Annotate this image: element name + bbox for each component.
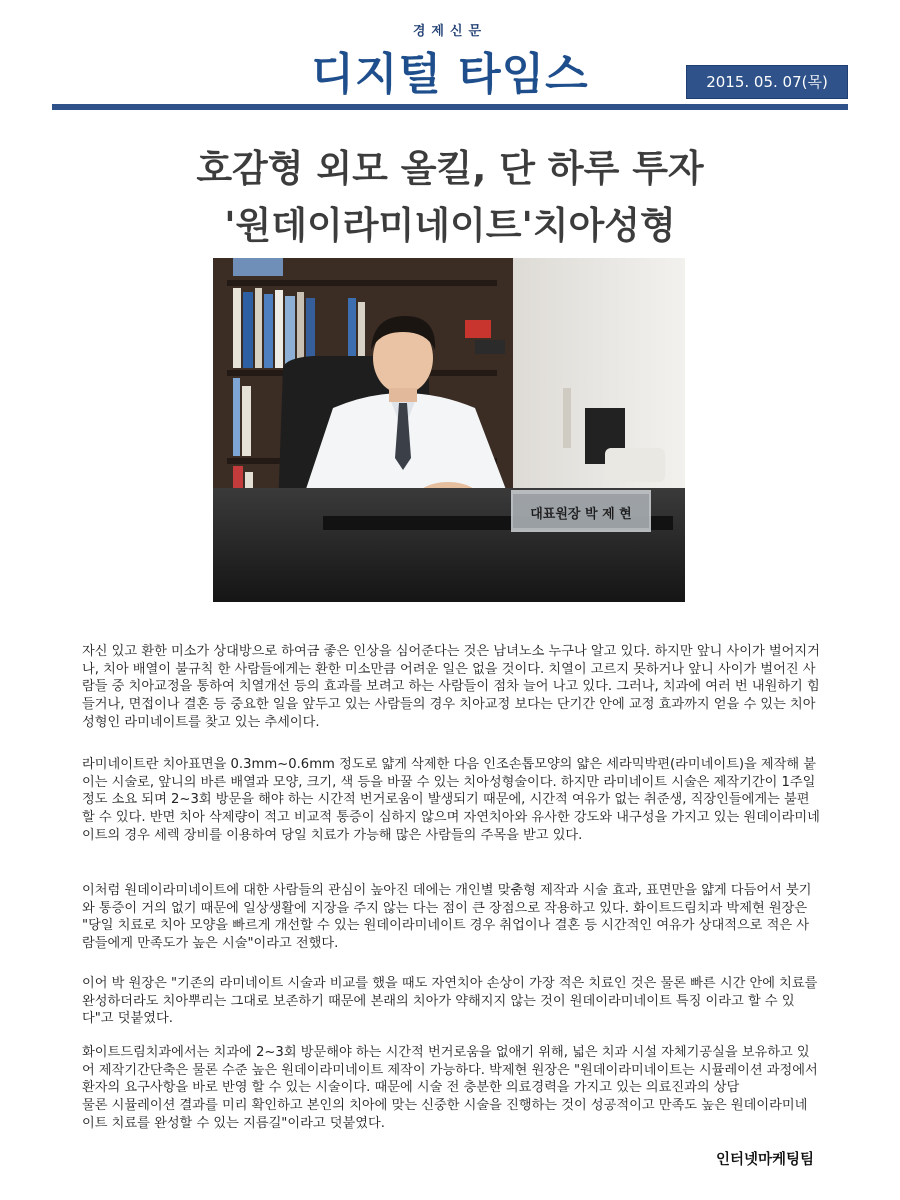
- byline: 인터넷마케팅팀: [715, 1152, 814, 1168]
- article-photo: [213, 258, 685, 602]
- nameplate: [511, 490, 651, 532]
- masthead-top-label: 경제신문: [412, 24, 488, 39]
- paragraph-1: 자신 있고 환한 미소가 상대방으로 하여금 좋은 인상을 심어준다는 것은 남녀노소 누구나 알고 있다. 하지만 앞니 사이가 벌어지거나, 치아 배열이 불규칙 한 사람들에게는 환한 미소만큼 어려운 일은 없을 것이다. 치열이 고르지 못하거나 앞니 사이가 벌어진 사람들 중 치아교정을 통하여 치열개선 등의 효과를 보려고 하는 사람들이 점차 늘어 나고 있다. 그러나, 치과에 여러 번 내원하기 힘들거나, 면접이나 결혼 등 중요한 일을 앞두고 있는 사람들의 경우 치아교정 보다는 단기간 안에 교정 효과까지 얻을 수 있는 치아성형인 라미네이트를 찾고 있는 추세이다.: [82, 644, 820, 730]
- header-rule: [52, 104, 848, 110]
- paragraph-5: 화이트드림치과에서는 치과에 2~3회 방문해야 하는 시간적 번거로움을 없애기 위해, 넓은 치과 시설 자체기공실을 보유하고 있어 제작기간단축은 물론 수준 높은 원데이라미네이트 제작이 가능하다. 박제현 원장은 "원데이라미네이트는 시뮬레이션 과정에서 환자의 요구사항을 바로 반영 할 수 있는 시술이다. 때문에 시술 전 충분한 의료경력을 가지고 있는 의료진과의 상담 물론 시뮬레이션 결과를 미리 확인하고 본인의 치아에 맞는 신중한 시술을 진행하는 것이 성공적이고 만족도 높은 원데이라미네이트 치료를 완성할 수 있는 지름길"이라고 덧붙였다.: [82, 1045, 818, 1131]
- paragraph-3: 이처럼 원데이라미네이트에 대한 사람들의 관심이 높아진 데에는 개인별 맞춤형 제작과 시술 효과, 표면만을 얇게 다듬어서 붓기와 통증이 거의 없기 때문에 일상생활에 지장을 주지 않는 다는 점이 큰 장점으로 작용하고 있다. 화이트드림치과 박제현 원장은 "당일 치료로 치아 모양을 빠르게 개선할 수 있는 원데이라미네이트 경우 취업이나 결혼 등 시간적인 여유가 상대적으로 적은 사람들에게 만족도가 높은 시술"이라고 전했다.: [82, 883, 812, 951]
- desk-phone: [605, 448, 665, 482]
- headline-line-1: 호감형 외모 올킬, 단 하루 투자: [196, 147, 704, 190]
- newspaper-logo: 디지털 타임스: [311, 49, 589, 100]
- paragraph-4: 이어 박 원장은 "기존의 라미네이트 시술과 비교를 했을 때도 자연치아 손상이 가장 적은 치료인 것은 물론 빠른 시간 안에 치료를 완성하더라도 치아뿌리는 그대로 보존하기 때문에 본래의 치아가 약해지지 않는 것이 원데이라미네이트 특징 이라고 할 수 있다"고 덧붙였다.: [82, 976, 818, 1027]
- headline-line-2: '원데이라미네이트'치아성형: [224, 204, 676, 247]
- svg-text:대표원장 박 제 현: 대표원장 박 제 현: [530, 507, 632, 522]
- date-badge: 2015. 05. 07(목): [686, 65, 848, 99]
- paragraph-2: 라미네이트란 치아표면을 0.3mm~0.6mm 정도로 얇게 삭제한 다음 인조손톱모양의 얇은 세라믹박편(라미네이트)을 제작해 붙이는 시술로, 앞니의 바른 배열과 모양, 크기, 색 등을 바꿀 수 있는 치아성형술이다. 하지만 라미네이트 시술은 제작기간이 1주일 정도 소요 되며 2~3회 방문을 해야 하는 시간적 번거로움이 발생되기 때문에, 시간적 여유가 없는 취준생, 직장인들에게는 불편할 수 있다. 반면 치아 삭제량이 적고 비교적 통증이 심하지 않으며 자연치아와 유사한 강도와 내구성을 가지고 있는 원데이라미네이트의 경우 세렉 장비를 이용하여 당일 치료가 가능해 많은 사람들의 주목을 받고 있다.: [82, 757, 820, 843]
